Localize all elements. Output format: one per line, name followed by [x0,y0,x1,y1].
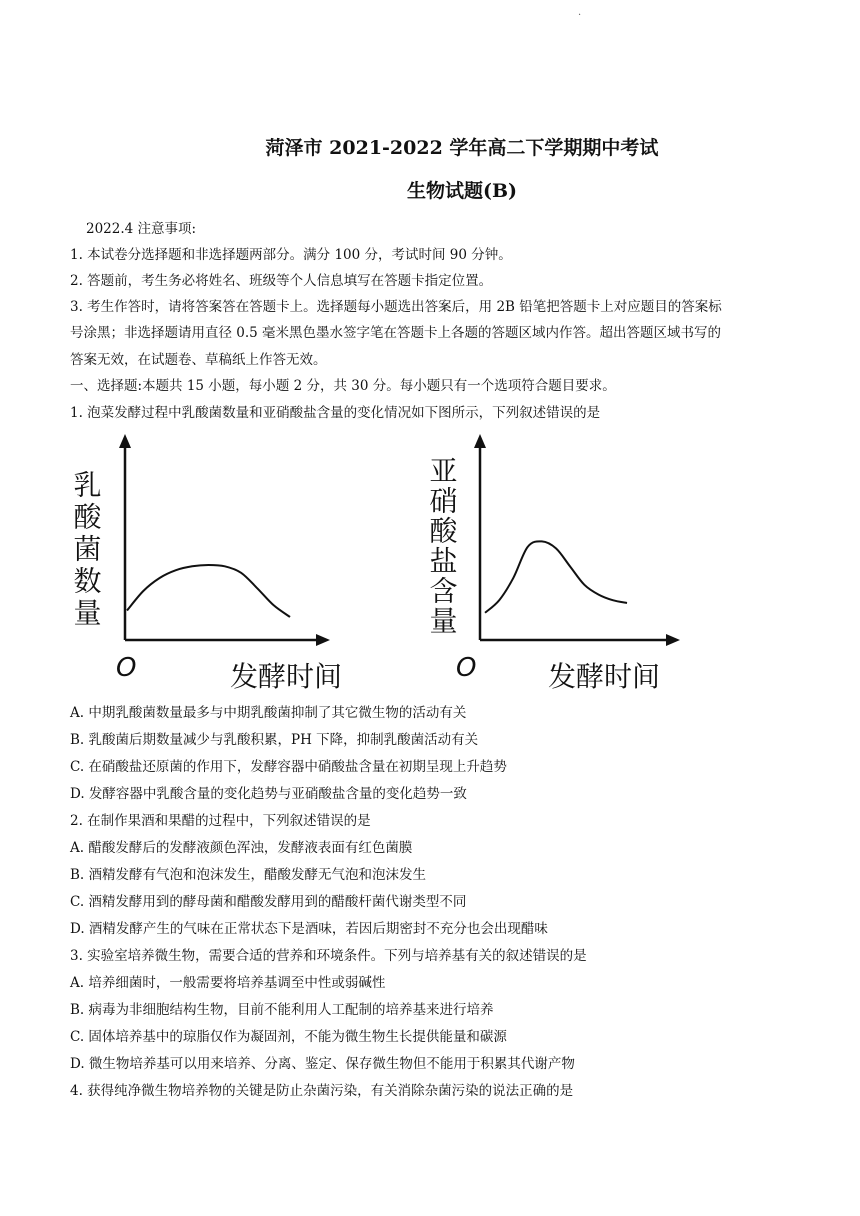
right-origin-label: O [456,653,477,683]
question-stem: 3. 实验室培养微生物，需要合适的营养和环境条件。下列与培养基有关的叙述错误的是 [70,948,587,964]
left-x-arrow [316,634,330,646]
left-chart [72,434,342,693]
figure-q1-svg [72,428,732,700]
scan-dot: · [578,10,582,21]
section-title: 一、选择题:本题共 15 小题，每小题 2 分，共 30 分。每小题只有一个选项符合题目要求。 [70,378,616,394]
question-stem: 1. 泡菜发酵过程中乳酸菌数量和亚硝酸盐含量的变化情况如下图所示，下列叙述错误的是 [70,405,601,421]
option: C. 酒精发酵用到的酵母菌和醋酸发酵用到的醋酸杆菌代谢类型不同 [70,894,467,910]
left-y-label: 乳酸菌数量 [72,470,103,630]
left-x-label: 发酵时间 [230,660,343,693]
option: C. 固体培养基中的琼脂仅作为凝固剂，不能为微生物生长提供能量和碳源 [70,1029,507,1045]
option: B. 病毒为非细胞结构生物，目前不能利用人工配制的培养基来进行培养 [70,1002,494,1018]
left-series-line [127,565,290,617]
option: C. 在硝酸盐还原菌的作用下，发酵容器中硝酸盐含量在初期呈现上升趋势 [70,759,507,775]
right-y-arrow [474,434,486,448]
notice-item: 号涂黑；非选择题请用直径 0.5 毫米黑色墨水签字笔在答题卡上各题的答题区域内作答。超出答题区域书写的 [70,325,722,341]
question-stem: 2. 在制作果酒和果醋的过程中，下列叙述错误的是 [70,813,371,829]
notice-item: 2. 答题前，考生务必将姓名、班级等个人信息填写在答题卡指定位置。 [70,273,493,289]
option: A. 醋酸发酵后的发酵液颜色浑浊，发酵液表面有红色菌膜 [70,840,413,856]
right-series-line [485,541,627,612]
left-origin-label: O [116,653,137,683]
option: B. 酒精发酵有气泡和泡沫发生，醋酸发酵无气泡和泡沫发生 [70,867,427,883]
option: D. 微生物培养基可以用来培养、分离、鉴定、保存微生物但不能用于积累其代谢产物 [70,1056,575,1072]
option: D. 酒精发酵产生的气味在正常状态下是酒味，若因后期密封不充分也会出现醋味 [70,921,548,937]
right-y-label: 亚硝酸盐含量 [425,456,459,636]
notice-heading: 2022.4 注意事项: [86,221,197,237]
option: A. 中期乳酸菌数量最多与中期乳酸菌抑制了其它微生物的活动有关 [70,705,467,721]
right-x-label: 发酵时间 [548,660,661,693]
right-x-arrow [666,634,680,646]
notice-item: 答案无效，在试题卷、草稿纸上作答无效。 [70,352,327,368]
option: B. 乳酸菌后期数量减少与乳酸积累，PH 下降，抑制乳酸菌活动有关 [70,732,479,748]
exam-title: 菏泽市 2021-2022 学年高二下学期期中考试 [265,137,659,159]
option: D. 发酵容器中乳酸含量的变化趋势与亚硝酸盐含量的变化趋势一致 [70,786,467,802]
right-chart [426,434,681,693]
question-stem: 4. 获得纯净微生物培养物的关键是防止杂菌污染，有关消除杂菌污染的说法正确的是 [70,1083,574,1099]
option: A. 培养细菌时，一般需要将培养基调至中性或弱碱性 [70,975,386,991]
figure-q1 [72,428,732,700]
exam-subtitle: 生物试题(B) [406,180,518,202]
notice-item: 3. 考生作答时，请将答案答在答题卡上。选择题每小题选出答案后，用 2B 铅笔把答题卡上对应题目的答案标 [70,299,722,315]
notice-item: 1. 本试卷分选择题和非选择题两部分。满分 100 分，考试时间 90 分钟。 [70,247,512,263]
left-y-arrow [119,434,131,448]
